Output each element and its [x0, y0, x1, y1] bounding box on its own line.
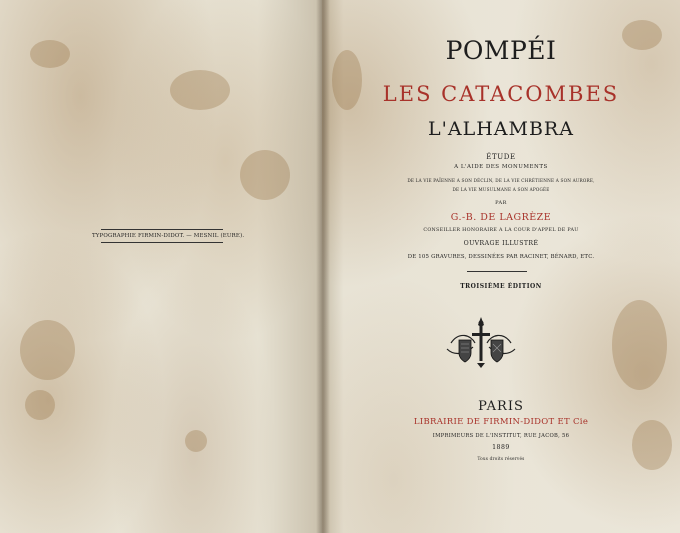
rights-notice: Tous droits réservés: [477, 456, 525, 461]
illustrated-label: OUVRAGE ILLUSTRÉ: [463, 240, 539, 247]
by-label: PAR: [495, 200, 507, 206]
title-line-2: LES CATACOMBES: [382, 82, 620, 106]
title-line-1: POMPÉI: [445, 36, 557, 65]
printer-imprint-block: [92, 229, 245, 243]
city: PARIS: [478, 399, 524, 414]
foxing-stain: [170, 70, 230, 110]
bottom-rule: [101, 242, 223, 243]
book-gutter: [316, 0, 330, 533]
subtitle-sub: A L'AIDE DES MONUMENTS: [454, 164, 548, 170]
foxing-stain: [240, 150, 290, 200]
foxing-stain: [185, 430, 207, 452]
edition-label: TROISIÈME ÉDITION: [460, 283, 542, 290]
heraldic-emblem-icon: [441, 313, 521, 369]
foxing-stain: [25, 390, 55, 420]
title-line-3: L'ALHAMBRA: [428, 118, 574, 140]
divider-rule: [467, 271, 527, 272]
engravings-line: DE 105 GRAVURES, DESSINÉES PAR RACINET, BÉNARD, ETC.: [407, 254, 595, 260]
foxing-stain: [30, 40, 70, 68]
title-page-content: [322, 0, 680, 533]
publisher: LIBRAIRIE DE FIRMIN-DIDOT ET Cie: [413, 417, 589, 427]
publisher-address: IMPRIMEURS DE L'INSTITUT, RUE JACOB, 56: [432, 433, 570, 439]
publication-year: 1889: [492, 444, 510, 451]
description-line-2: DE LA VIE MUSULMANE A SON APOGÉE: [452, 187, 550, 192]
title-page: [322, 0, 680, 533]
foxing-stain: [20, 320, 75, 380]
author-name: G.-B. DE LAGRÈZE: [450, 212, 552, 223]
left-page: [0, 0, 322, 533]
description-line-1: DE LA VIE PAÏENNE A SON DÉCLIN, DE LA VIE CHRÉTIENNE A SON AURORE,: [407, 178, 595, 183]
subtitle: ÉTUDE: [486, 153, 516, 161]
author-title: CONSEILLER HONORAIRE A LA COUR D'APPEL DE PAU: [423, 228, 579, 233]
printer-imprint: TYPOGRAPHIE FIRMIN-DIDOT. — MESNIL (EURE).: [92, 233, 245, 239]
